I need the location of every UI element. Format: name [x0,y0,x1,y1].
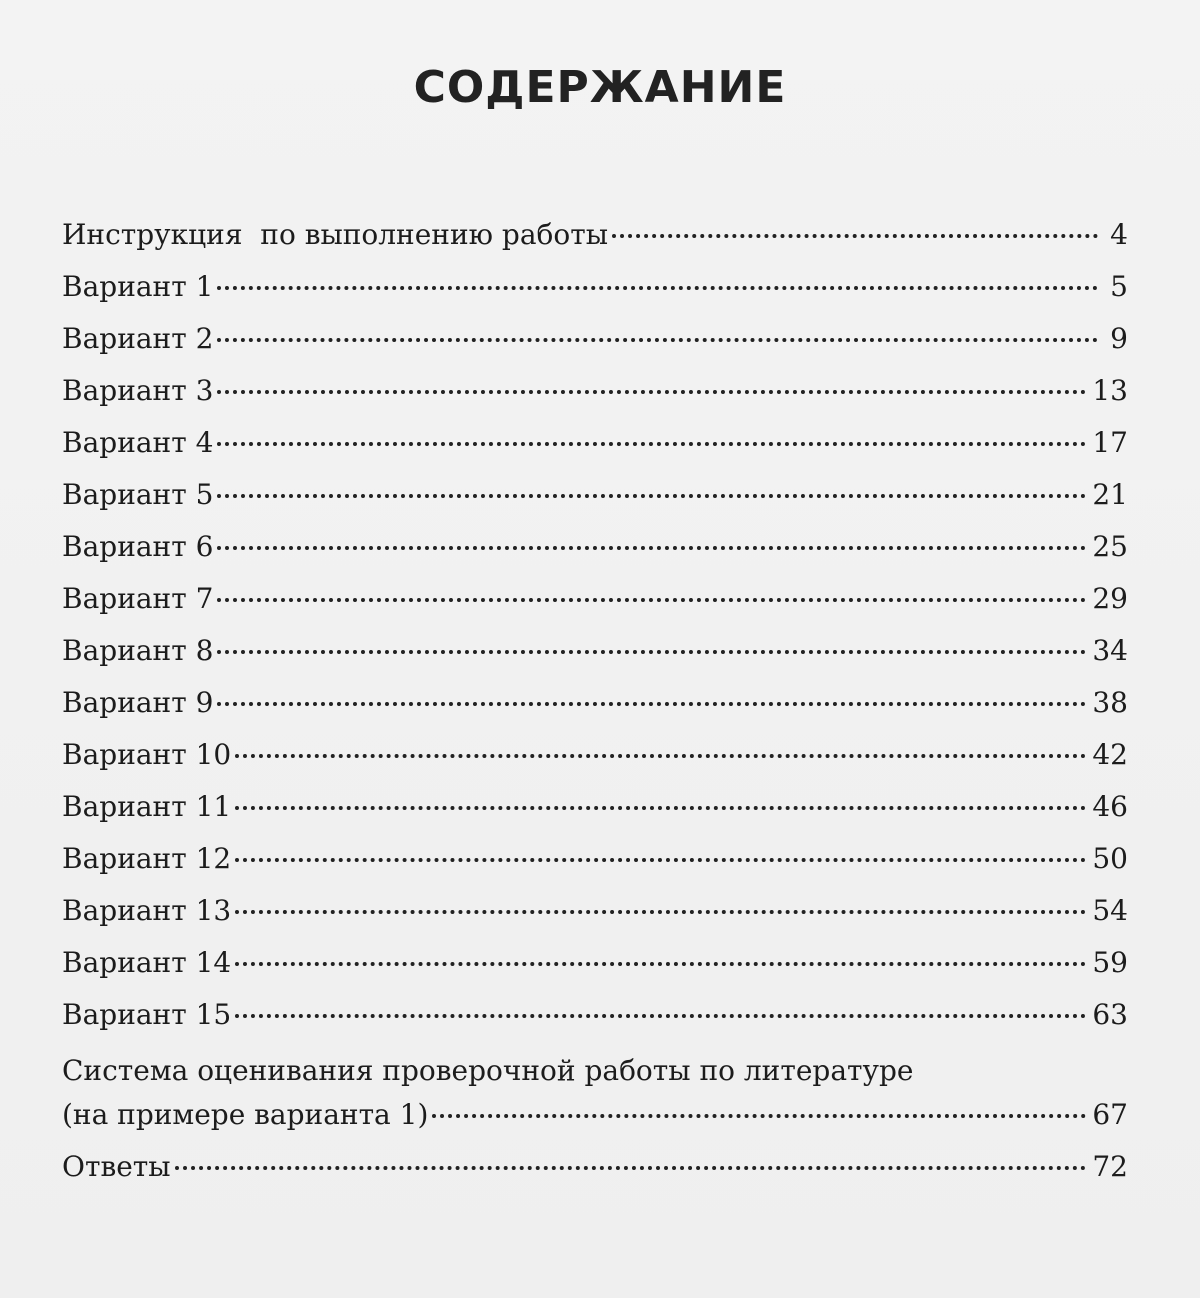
toc-entry [62,842,1128,876]
toc-entry [62,374,1128,408]
toc-entry-label: Вариант 4 [62,426,214,459]
toc-entry [62,790,1128,824]
dot-leader [217,650,1086,654]
toc-entry-label: (на примере варианта 1) [62,1098,429,1131]
dot-leader [217,390,1086,394]
toc-entry-page: 54 [1092,894,1128,927]
dot-leader [235,1014,1086,1018]
dot-leader [217,338,1098,342]
dot-leader [235,754,1086,758]
toc-entry-label: Вариант 13 [62,894,232,927]
toc-entry-label: Ответы [62,1150,171,1183]
dot-leader [235,962,1086,966]
dot-leader [235,858,1086,862]
toc-entry-label: Вариант 15 [62,998,232,1031]
toc-entry-page: 46 [1092,790,1128,823]
toc-entry [62,218,1128,252]
dot-leader [432,1114,1086,1118]
toc-entry-page: 25 [1092,530,1128,563]
toc-entry-label: Вариант 9 [62,686,214,719]
toc-entry-label: Вариант 2 [62,322,214,355]
toc-entry-label: Вариант 12 [62,842,232,875]
dot-leader [235,910,1086,914]
toc-entry-page: 13 [1092,374,1128,407]
toc-entry [62,634,1128,668]
dot-leader [217,702,1086,706]
toc-entry-page: 72 [1092,1150,1128,1183]
toc-entry-page: 5 [1110,270,1128,303]
toc-entry-page: 4 [1110,218,1128,251]
toc-entry-label: Вариант 6 [62,530,214,563]
toc-entry [62,738,1128,772]
dot-leader [175,1166,1087,1170]
toc-entry-page: 67 [1092,1098,1128,1131]
toc-entry-assessment [62,1098,1128,1132]
toc-entry [62,426,1128,460]
toc-entry-label: Вариант 5 [62,478,214,511]
page-title: СОДЕРЖАНИЕ [413,62,787,113]
dot-leader [217,286,1098,290]
toc-entry [62,998,1128,1032]
dot-leader [217,494,1086,498]
toc-entry-page: 34 [1092,634,1128,667]
toc-entry-page: 42 [1092,738,1128,771]
dot-leader [612,234,1098,238]
toc-entry-page: 21 [1092,478,1128,511]
toc-entry-label: Вариант 1 [62,270,214,303]
toc-entry [62,478,1128,512]
toc-entry-page: 38 [1092,686,1128,719]
toc-entry-label: Вариант 11 [62,790,232,823]
toc-entry-label: Вариант 14 [62,946,232,979]
toc-entry-page: 9 [1110,322,1128,355]
toc-entry [62,582,1128,616]
toc-entry [62,946,1128,980]
toc-entry-page: 50 [1092,842,1128,875]
toc-entry-page: 63 [1092,998,1128,1031]
dot-leader [235,806,1086,810]
toc-entry-label: Вариант 8 [62,634,214,667]
toc-entry [62,270,1128,304]
toc-entry [62,894,1128,928]
toc-entry-label: Инструкция по выполнению работы [62,218,608,251]
toc-entry-page: 29 [1092,582,1128,615]
toc-entry-page: 59 [1092,946,1128,979]
toc-entry-assessment-line1: Система оценивания проверочной работы по литературе [62,1054,914,1087]
toc-entry-label: Вариант 3 [62,374,214,407]
toc-entry [62,530,1128,564]
toc-entry-page: 17 [1092,426,1128,459]
dot-leader [217,598,1086,602]
toc-entry [62,322,1128,356]
dot-leader [217,442,1086,446]
toc-entry [62,686,1128,720]
toc-entry-label: Вариант 10 [62,738,232,771]
dot-leader [217,546,1086,550]
toc-entry-answers [62,1150,1128,1184]
toc-entry-label: Вариант 7 [62,582,214,615]
